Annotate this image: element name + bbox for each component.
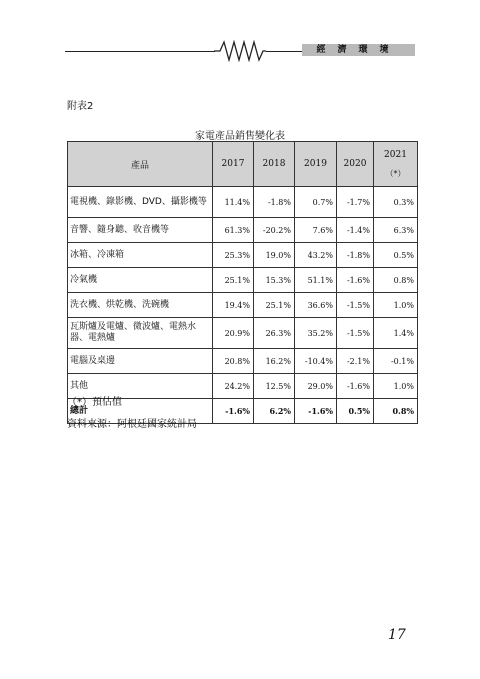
cell-2020: -1.6%	[337, 374, 374, 399]
cell-2020: -1.8%	[337, 243, 374, 268]
cell-2017: 24.2%	[213, 374, 254, 399]
cell-2021: 0.3%	[374, 187, 418, 218]
cell-2020: -1.6%	[337, 268, 374, 293]
cell-2021: 6.3%	[374, 218, 418, 243]
row-product-name: 其他	[68, 374, 213, 399]
cell-2021: 1.0%	[374, 374, 418, 399]
cell-2017: -1.6%	[213, 399, 254, 424]
cell-2017: 25.3%	[213, 243, 254, 268]
cell-2019: 35.2%	[295, 318, 337, 349]
table-row	[68, 218, 418, 243]
cell-2017: 61.3%	[213, 218, 254, 243]
column-header-product: 產品	[68, 142, 213, 187]
row-product-name: 電視機、錄影機、DVD、攝影機等	[68, 187, 213, 218]
cell-2019: 29.0%	[295, 374, 337, 399]
heartbeat-zigzag-icon	[214, 40, 266, 62]
column-header-2020: 2020	[337, 142, 374, 187]
cell-2019: 7.6%	[295, 218, 337, 243]
column-header-2021	[374, 142, 418, 187]
table-row	[68, 349, 418, 374]
table-row	[68, 293, 418, 318]
cell-2018: 25.1%	[254, 293, 295, 318]
estimate-footnote: （*）預估值	[67, 397, 122, 408]
column-header-2018: 2018	[254, 142, 295, 187]
cell-2018: 26.3%	[254, 318, 295, 349]
cell-2020: -1.7%	[337, 187, 374, 218]
row-product-name: 瓦斯爐及電爐、微波爐、電熱水器、電熱爐	[68, 318, 213, 349]
table-row	[68, 268, 418, 293]
appendix-label: 附表2	[67, 101, 94, 112]
table-title: 家電產品銷售變化表	[195, 131, 285, 142]
cell-2019: 51.1%	[295, 268, 337, 293]
row-product-name: 洗衣機、烘乾機、洗碗機	[68, 293, 213, 318]
cell-2021: -0.1%	[374, 349, 418, 374]
table-header-row	[68, 142, 418, 187]
section-title: 經濟環境	[302, 44, 415, 56]
cell-2018: 6.2%	[254, 399, 295, 424]
cell-2017: 11.4%	[213, 187, 254, 218]
cell-2018: -1.8%	[254, 187, 295, 218]
cell-2020: -1.5%	[337, 318, 374, 349]
cell-2020: -1.4%	[337, 218, 374, 243]
table-row	[68, 243, 418, 268]
column-header-2017: 2017	[213, 142, 254, 187]
row-product-name: 總計	[68, 399, 213, 424]
sales-change-table	[67, 141, 418, 424]
cell-2019: 43.2%	[295, 243, 337, 268]
header-rule-left	[65, 51, 215, 52]
cell-2020: -1.5%	[337, 293, 374, 318]
row-product-name: 冰箱、冷凍箱	[68, 243, 213, 268]
cell-2018: 19.0%	[254, 243, 295, 268]
cell-2021: 0.8%	[374, 268, 418, 293]
cell-2017: 20.8%	[213, 349, 254, 374]
cell-2017: 19.4%	[213, 293, 254, 318]
cell-2018: 15.3%	[254, 268, 295, 293]
column-header-2021-year: 2021	[384, 149, 407, 160]
cell-2019: -10.4%	[295, 349, 337, 374]
data-source: 資料來源：阿根廷國家統計局	[67, 419, 197, 430]
cell-2019: 0.7%	[295, 187, 337, 218]
cell-2021: 1.0%	[374, 293, 418, 318]
cell-2017: 20.9%	[213, 318, 254, 349]
column-header-2019: 2019	[295, 142, 337, 187]
cell-2021: 0.5%	[374, 243, 418, 268]
row-product-name: 音響、隨身聽、收音機等	[68, 218, 213, 243]
cell-2019: -1.6%	[295, 399, 337, 424]
cell-2020: 0.5%	[337, 399, 374, 424]
cell-2018: 12.5%	[254, 374, 295, 399]
cell-2017: 25.1%	[213, 268, 254, 293]
table-row	[68, 318, 418, 349]
header-rule-right	[266, 51, 302, 52]
cell-2021: 1.4%	[374, 318, 418, 349]
column-header-2021-estimate-mark: （*）	[385, 168, 406, 178]
table-row	[68, 187, 418, 218]
cell-2020: -2.1%	[337, 349, 374, 374]
row-product-name: 冷氣機	[68, 268, 213, 293]
page-number: 17	[388, 627, 406, 643]
cell-2018: 16.2%	[254, 349, 295, 374]
row-product-name: 電腦及桌邊	[68, 349, 213, 374]
cell-2018: -20.2%	[254, 218, 295, 243]
cell-2021: 0.8%	[374, 399, 418, 424]
cell-2019: 36.6%	[295, 293, 337, 318]
